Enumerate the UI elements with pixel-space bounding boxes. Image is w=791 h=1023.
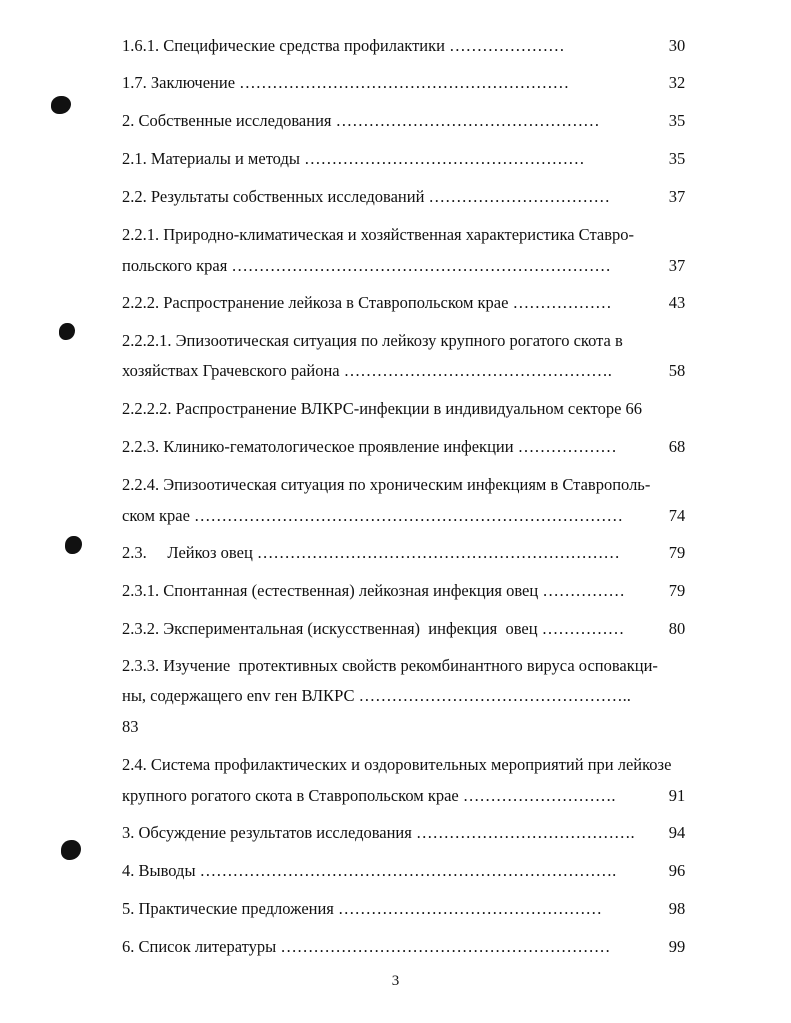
toc-entry-title: хозяйствах Грачевского района xyxy=(122,361,340,380)
toc-entry xyxy=(122,656,712,676)
ink-blot xyxy=(51,96,71,114)
toc-entry xyxy=(122,506,687,526)
toc-entry-title: крупного рогатого скота в Ставропольском крае xyxy=(122,786,459,805)
toc-entry xyxy=(122,111,687,131)
toc-entry-title: 2.3.3. Изучение протективных свойств рекомбинантного вируса осповакци- xyxy=(122,656,658,675)
toc-leader: ………………………………………… xyxy=(338,899,603,918)
toc-page-ref: 68 xyxy=(668,437,686,456)
toc-leader: ………………… xyxy=(449,36,565,55)
toc-entry xyxy=(122,937,687,957)
toc-entry-title: ском крае xyxy=(122,506,190,525)
toc-entry xyxy=(122,543,687,563)
toc-entry xyxy=(122,256,687,276)
toc-entry xyxy=(122,581,687,601)
toc-leader: ………………………………………… xyxy=(335,111,600,130)
toc-entry xyxy=(122,187,687,207)
toc-page-ref: 91 xyxy=(668,786,686,805)
toc-entry-title: 4. Выводы xyxy=(122,861,196,880)
toc-entry xyxy=(122,786,687,806)
toc-leader: …………………………………………………………… xyxy=(231,256,611,275)
toc-entry xyxy=(122,899,687,919)
toc-entry xyxy=(122,755,712,775)
toc-entry-title: 1.6.1. Специфические средства профилактики xyxy=(122,36,445,55)
toc-entry xyxy=(122,293,687,313)
toc-entry xyxy=(122,619,687,639)
toc-leader: …………………………… xyxy=(428,187,611,206)
toc-page-ref: 32 xyxy=(668,73,686,92)
toc-leader: …………… xyxy=(542,581,625,600)
toc-entry-title: 2.3.1. Спонтанная (естественная) лейкозная инфекция овец xyxy=(122,581,539,600)
toc-entry xyxy=(122,331,712,351)
toc-page-ref: 58 xyxy=(668,361,686,380)
toc-page-ref: 35 xyxy=(668,149,686,168)
ink-blot xyxy=(59,323,75,340)
toc-entry-title: 2.2.3. Клинико-гематологическое проявление инфекции xyxy=(122,437,514,456)
toc-leader: ………………………. xyxy=(462,786,616,805)
toc-page-ref: 83 xyxy=(122,717,139,736)
toc-entry xyxy=(122,475,712,495)
toc-leader: …………………………………………………………………… xyxy=(194,506,624,525)
toc-leader: …………………………………………. xyxy=(343,361,612,380)
toc-leader: ……………… xyxy=(512,293,612,312)
toc-leader: ……………… xyxy=(517,437,617,456)
toc-entry-title: 2.2. Результаты собственных исследований xyxy=(122,187,425,206)
toc-entry xyxy=(122,399,712,419)
toc-page-ref: 94 xyxy=(668,823,686,842)
ink-blot xyxy=(65,536,82,554)
toc-entry-title: 6. Список литературы xyxy=(122,937,277,956)
toc-entry-title: ны, содержащего env ген ВЛКРС xyxy=(122,686,355,705)
toc-page-ref: 79 xyxy=(668,581,686,600)
toc-entry xyxy=(122,361,687,381)
page-number: 3 xyxy=(391,973,400,989)
toc-entry-title: 2.3.2. Экспериментальная (искусственная) инфекция овец xyxy=(122,619,538,638)
toc-entry-title: 2.2.1. Природно-климатическая и хозяйственная характеристика Ставро- xyxy=(122,225,634,244)
toc-page-ref: 80 xyxy=(668,619,686,638)
toc-entry-title: 2.2.2.1. Эпизоотическая ситуация по лейкозу крупного рогатого скота в xyxy=(122,331,623,350)
toc-leader: …………………………………………………………………. xyxy=(199,861,617,880)
toc-entry-title: 3. Обсуждение результатов исследования xyxy=(122,823,412,842)
toc-leader: …………… xyxy=(541,619,625,638)
toc-page-ref: 79 xyxy=(668,543,686,562)
toc-entry xyxy=(122,149,687,169)
toc-entry-title: польского края xyxy=(122,256,228,275)
toc-page-ref: 37 xyxy=(668,256,686,275)
toc-entry xyxy=(122,437,687,457)
toc-page-ref: 96 xyxy=(668,861,686,880)
toc-leader: …………………………………………………… xyxy=(280,937,611,956)
toc-entry xyxy=(122,36,687,56)
toc-entry xyxy=(122,861,687,881)
toc-entry-title: 5. Практические предложения xyxy=(122,899,334,918)
toc-page-ref: 35 xyxy=(668,111,686,130)
toc-entry-title: 2.2.2.2. Распространение ВЛКРС-инфекции в индивидуальном секторе 66 xyxy=(122,399,643,418)
toc-entry-title: 2. Собственные исследования xyxy=(122,111,332,130)
toc-entry-title: 2.3. Лейкоз овец xyxy=(122,543,253,562)
toc-entry-title: 2.2.2. Распространение лейкоза в Ставропольском крае xyxy=(122,293,509,312)
toc-page-ref: 98 xyxy=(668,899,686,918)
ink-blot xyxy=(61,840,81,860)
toc-leader: …………………………………………………… xyxy=(239,73,570,92)
toc-leader: ………………………………………………………… xyxy=(256,543,620,562)
toc-leader: ………………………………………….. xyxy=(358,686,631,705)
toc-entry xyxy=(122,823,687,843)
toc-page-ref: 30 xyxy=(668,36,686,55)
toc-page-ref: 43 xyxy=(668,293,686,312)
toc-entry xyxy=(122,73,687,93)
toc-entry-title: 2.2.4. Эпизоотическая ситуация по хроническим инфекциям в Ставрополь- xyxy=(122,475,651,494)
toc-entry xyxy=(122,686,687,706)
toc-entry-title: 1.7. Заключение xyxy=(122,73,236,92)
toc-page-ref: 37 xyxy=(668,187,686,206)
toc-entry-title: 2.1. Материалы и методы xyxy=(122,149,300,168)
toc-leader: …………………………………………… xyxy=(304,149,585,168)
toc-entry xyxy=(122,225,712,245)
toc-page-ref: 74 xyxy=(668,506,686,525)
toc-entry xyxy=(122,717,687,737)
toc-page-ref: 99 xyxy=(668,937,686,956)
toc-entry-title: 2.4. Система профилактических и оздоровительных мероприятий при лейкозе xyxy=(122,755,672,774)
toc-leader: …………………………………. xyxy=(415,823,635,842)
